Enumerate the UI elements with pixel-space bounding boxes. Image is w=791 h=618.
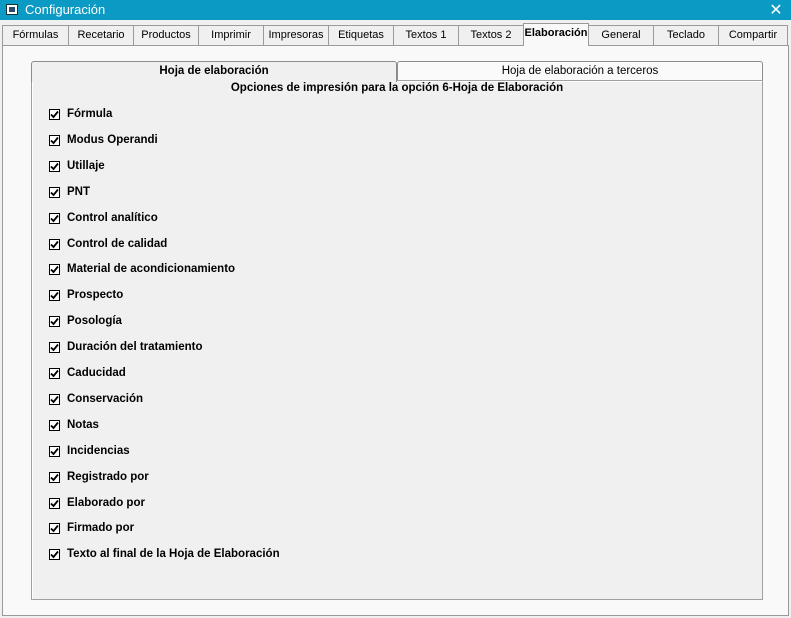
checkbox-box[interactable] bbox=[49, 109, 60, 120]
option-label: Incidencias bbox=[67, 445, 130, 457]
option-label: Caducidad bbox=[67, 367, 126, 379]
checkbox-box[interactable] bbox=[49, 316, 60, 327]
check-icon bbox=[50, 162, 59, 171]
tab-etiquetas[interactable]: Etiquetas bbox=[328, 25, 394, 45]
check-icon bbox=[50, 369, 59, 378]
tab-compartir[interactable]: Compartir bbox=[718, 25, 788, 45]
option-label: Modus Operandi bbox=[67, 134, 158, 146]
checkbox-box[interactable] bbox=[49, 290, 60, 301]
checkbox-box[interactable] bbox=[49, 420, 60, 431]
tab-imprimir[interactable]: Imprimir bbox=[198, 25, 264, 45]
checkbox-box[interactable] bbox=[49, 394, 60, 405]
check-icon bbox=[50, 524, 59, 533]
option-label: Utillaje bbox=[67, 160, 105, 172]
option-label: Control de calidad bbox=[67, 238, 168, 250]
checkbox-box[interactable] bbox=[49, 264, 60, 275]
tab-formulas[interactable]: Fórmulas bbox=[2, 25, 69, 45]
option-label: Conservación bbox=[67, 393, 144, 405]
check-icon bbox=[50, 265, 59, 274]
main-tab-strip bbox=[0, 23, 791, 46]
option-label: Firmado por bbox=[67, 522, 135, 534]
options-panel bbox=[31, 80, 763, 600]
checkbox-box[interactable] bbox=[49, 549, 60, 560]
tab-textos-2[interactable]: Textos 2 bbox=[458, 25, 524, 45]
option-label: Fórmula bbox=[67, 108, 113, 120]
checkbox-box[interactable] bbox=[49, 161, 60, 172]
option-label: Elaborado por bbox=[67, 497, 145, 509]
tab-impresoras[interactable]: Impresoras bbox=[263, 25, 329, 45]
checkbox-box[interactable] bbox=[49, 446, 60, 457]
check-icon bbox=[50, 473, 59, 482]
tab-productos[interactable]: Productos bbox=[133, 25, 199, 45]
check-icon bbox=[50, 291, 59, 300]
check-icon bbox=[50, 343, 59, 352]
app-icon bbox=[6, 4, 18, 15]
option-label: Registrado por bbox=[67, 471, 149, 483]
close-icon[interactable]: ✕ bbox=[769, 0, 783, 19]
check-icon bbox=[50, 240, 59, 249]
checkbox-box[interactable] bbox=[49, 498, 60, 509]
tab-hoja-elaboracion-terceros[interactable]: Hoja de elaboración a terceros bbox=[397, 61, 763, 81]
checkbox-box[interactable] bbox=[49, 187, 60, 198]
option-label: Duración del tratamiento bbox=[67, 341, 203, 353]
checkbox-box[interactable] bbox=[49, 239, 60, 250]
checkbox-box[interactable] bbox=[49, 135, 60, 146]
checkbox-box[interactable] bbox=[49, 213, 60, 224]
check-icon bbox=[50, 188, 59, 197]
check-icon bbox=[50, 421, 59, 430]
check-icon bbox=[50, 395, 59, 404]
check-icon bbox=[50, 317, 59, 326]
option-label: PNT bbox=[67, 186, 90, 198]
tab-hoja-elaboracion[interactable]: Hoja de elaboración bbox=[31, 61, 397, 82]
option-label: Prospecto bbox=[67, 289, 124, 301]
window-title: Configuración bbox=[25, 2, 106, 17]
option-label: Material de acondicionamiento bbox=[67, 263, 236, 275]
tab-elaboracion[interactable]: Elaboración bbox=[523, 23, 589, 46]
check-icon bbox=[50, 110, 59, 119]
check-icon bbox=[50, 136, 59, 145]
check-icon bbox=[50, 447, 59, 456]
title-bar bbox=[0, 0, 791, 20]
tab-general[interactable]: General bbox=[588, 25, 654, 45]
option-label: Notas bbox=[67, 419, 99, 431]
checkbox-box[interactable] bbox=[49, 523, 60, 534]
tab-textos-1[interactable]: Textos 1 bbox=[393, 25, 459, 45]
option-label: Texto al final de la Hoja de Elaboración bbox=[67, 548, 280, 560]
checkbox-box[interactable] bbox=[49, 368, 60, 379]
check-icon bbox=[50, 214, 59, 223]
tab-teclado[interactable]: Teclado bbox=[653, 25, 719, 45]
checkbox-box[interactable] bbox=[49, 342, 60, 353]
check-icon bbox=[50, 550, 59, 559]
tab-recetario[interactable]: Recetario bbox=[68, 25, 134, 45]
check-icon bbox=[50, 499, 59, 508]
checkbox-box[interactable] bbox=[49, 472, 60, 483]
option-label: Posología bbox=[67, 315, 122, 327]
option-label: Control analítico bbox=[67, 212, 158, 224]
options-title: Opciones de impresión para la opción 6-Hoja de Elaboración bbox=[230, 82, 564, 94]
